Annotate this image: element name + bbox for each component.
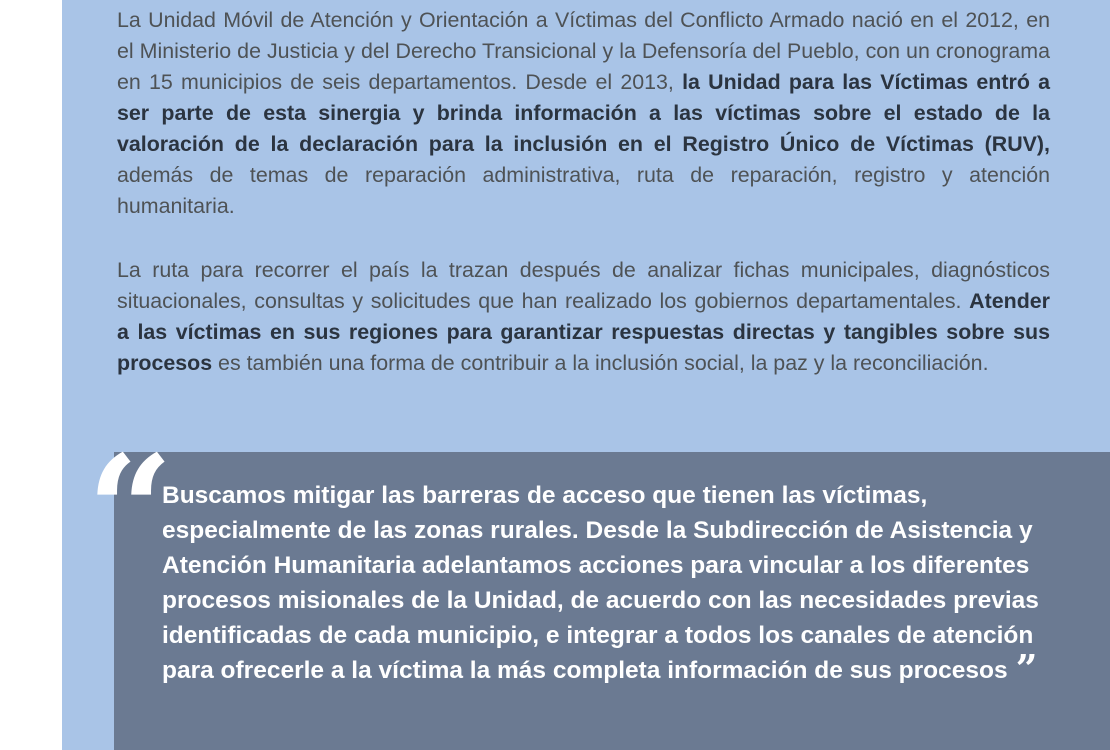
pull-quote-body: Buscamos mitigar las barreras de acceso que tienen las víctimas, especialmente de las zonas rurales. Desde la Subdirección de Asistencia y Atención Humanitaria adelantamos acciones para vincular a los diferentes procesos misionales de la Unidad, de acuerdo con las necesidades previas identificadas de cada municipio, e integrar a todos los canales de atención para ofrecerle a la víctima la más completa información de sus procesos: [162, 482, 1039, 684]
article-paragraph-2: [117, 255, 1050, 379]
close-quote-icon: ”: [1015, 646, 1034, 691]
paragraph-1-highlight: la Unidad para las Víctimas entró a ser parte de esta sinergia y brinda información a las víctimas sobre el estado de la valoración de la declaración para la inclusión en el Registro Único de Víctimas (RUV),: [117, 70, 1051, 156]
paragraph-1-intro: La Unidad Móvil de Atención y Orientación a Víctimas del Conflicto Armado nació en el 2012, en el Ministerio de Justicia y del Derecho Transicional y la Defensoría del Pueblo, con un cronograma en 15 municipios de seis departamentos. Desde el 2013,: [117, 8, 1050, 94]
paragraph-2-highlight: Atender a las víctimas en sus regiones para garantizar respuestas directas y tangibles sobre sus procesos: [117, 289, 1050, 375]
paragraph-1-outro: además de temas de reparación administrativa, ruta de reparación, registro y atención humanitaria.: [117, 163, 1050, 218]
paragraph-2-outro: es también una forma de contribuir a la inclusión social, la paz y la reconciliación.: [212, 351, 989, 375]
open-quote-icon: “: [87, 423, 152, 599]
article-paragraph-1: [117, 5, 1050, 222]
paragraph-2-intro: La ruta para recorrer el país la trazan después de analizar fichas municipales, diagnósticos situacionales, consultas y solicitudes que han realizado los gobiernos departamentales.: [117, 258, 1050, 313]
pull-quote-text: [162, 478, 1062, 691]
